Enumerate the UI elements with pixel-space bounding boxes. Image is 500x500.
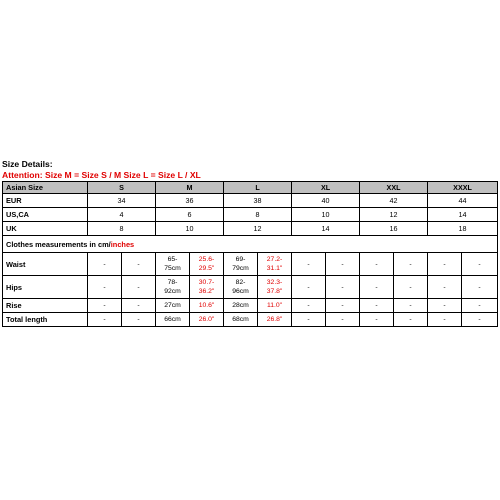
table-row: [3, 194, 498, 208]
table-cell: 8: [224, 208, 292, 222]
table-cell: 14: [428, 208, 498, 222]
table-cell: 40: [292, 194, 360, 208]
section-unit-inches: inches: [110, 239, 135, 249]
measurement-cell: 68cm: [224, 313, 258, 327]
measurement-cell: -: [88, 276, 122, 299]
measurement-cell: 30.7- 36.2": [190, 276, 224, 299]
row-label: Waist: [3, 253, 88, 276]
row-label: Total length: [3, 313, 88, 327]
measurement-cell: -: [122, 313, 156, 327]
table-cell: 12: [360, 208, 428, 222]
table-cell: 38: [224, 194, 292, 208]
header-size-m: M: [156, 182, 224, 194]
row-label: Hips: [3, 276, 88, 299]
row-label: UK: [3, 222, 88, 236]
table-cell: 34: [88, 194, 156, 208]
measurement-cell: -: [292, 299, 326, 313]
measurement-cell: -: [326, 299, 360, 313]
measurements-section-title: [3, 236, 498, 253]
measurement-cell: -: [292, 253, 326, 276]
measurement-cell: 78- 92cm: [156, 276, 190, 299]
measurement-cell: -: [394, 253, 428, 276]
table-cell: 14: [292, 222, 360, 236]
table-cell: 36: [156, 194, 224, 208]
header-size-l: L: [224, 182, 292, 194]
table-cell: 10: [292, 208, 360, 222]
measurement-cell: -: [428, 299, 462, 313]
measurement-cell: -: [360, 276, 394, 299]
measurement-cell: -: [394, 299, 428, 313]
measurement-cell: -: [122, 276, 156, 299]
measurement-cell: -: [122, 299, 156, 313]
measurement-cell: -: [326, 313, 360, 327]
row-label: Rise: [3, 299, 88, 313]
measurement-cell: -: [360, 313, 394, 327]
table-header-row: [3, 182, 498, 194]
row-label: US,CA: [3, 208, 88, 222]
measurement-cell: -: [326, 253, 360, 276]
measurement-cell: 69- 79cm: [224, 253, 258, 276]
table-cell: 18: [428, 222, 498, 236]
measurement-row: [3, 276, 498, 299]
measurements-body: [3, 253, 498, 327]
header-size-s: S: [88, 182, 156, 194]
size-chart: [2, 159, 497, 327]
attention-note: Attention: Size M = Size S / M Size L = Size L / XL: [2, 170, 201, 180]
measurement-row: [3, 299, 498, 313]
table-row: [3, 208, 498, 222]
row-label: EUR: [3, 194, 88, 208]
table-cell: 12: [224, 222, 292, 236]
table-cell: 6: [156, 208, 224, 222]
table-cell: 4: [88, 208, 156, 222]
size-details-heading: Size Details:: [2, 159, 53, 169]
measurement-cell: 27.2- 31.1": [258, 253, 292, 276]
measurement-cell: -: [462, 299, 498, 313]
measurement-cell: -: [88, 253, 122, 276]
measurement-cell: -: [428, 253, 462, 276]
measurement-cell: -: [462, 313, 498, 327]
measurement-cell: 25.6- 29.5": [190, 253, 224, 276]
measurement-cell: 26.0": [190, 313, 224, 327]
measurement-cell: -: [88, 299, 122, 313]
table-cell: 8: [88, 222, 156, 236]
table-cell: 44: [428, 194, 498, 208]
measurement-cell: -: [360, 253, 394, 276]
measurement-cell: -: [428, 313, 462, 327]
header-asian-size: Asian Size: [3, 182, 88, 194]
table-cell: 16: [360, 222, 428, 236]
measurement-row: [3, 313, 498, 327]
measurement-cell: -: [428, 276, 462, 299]
measurement-cell: -: [88, 313, 122, 327]
measurement-cell: -: [462, 276, 498, 299]
measurement-cell: -: [394, 276, 428, 299]
measurement-cell: 28cm: [224, 299, 258, 313]
measurement-cell: 10.6": [190, 299, 224, 313]
measurement-cell: -: [122, 253, 156, 276]
measurement-cell: -: [360, 299, 394, 313]
measurement-cell: -: [394, 313, 428, 327]
measurement-cell: -: [292, 276, 326, 299]
measurement-row: [3, 253, 498, 276]
measurement-cell: -: [462, 253, 498, 276]
measurements-section-row: [3, 236, 498, 253]
measurement-cell: 82- 96cm: [224, 276, 258, 299]
measurement-cell: 26.8": [258, 313, 292, 327]
measurement-cell: 66cm: [156, 313, 190, 327]
measurement-cell: -: [292, 313, 326, 327]
table-row: [3, 222, 498, 236]
measurement-cell: 32.3- 37.8": [258, 276, 292, 299]
measurement-cell: -: [326, 276, 360, 299]
table-cell: 10: [156, 222, 224, 236]
header-size-xl: XL: [292, 182, 360, 194]
measurement-cell: 11.0": [258, 299, 292, 313]
table-cell: 42: [360, 194, 428, 208]
measurement-cell: 27cm: [156, 299, 190, 313]
measurement-cell: 65- 75cm: [156, 253, 190, 276]
section-title-text: Clothes measurements in cm/: [6, 239, 111, 249]
header-size-xxl: XXL: [360, 182, 428, 194]
size-table: [2, 181, 498, 327]
header-size-xxxl: XXXL: [428, 182, 498, 194]
